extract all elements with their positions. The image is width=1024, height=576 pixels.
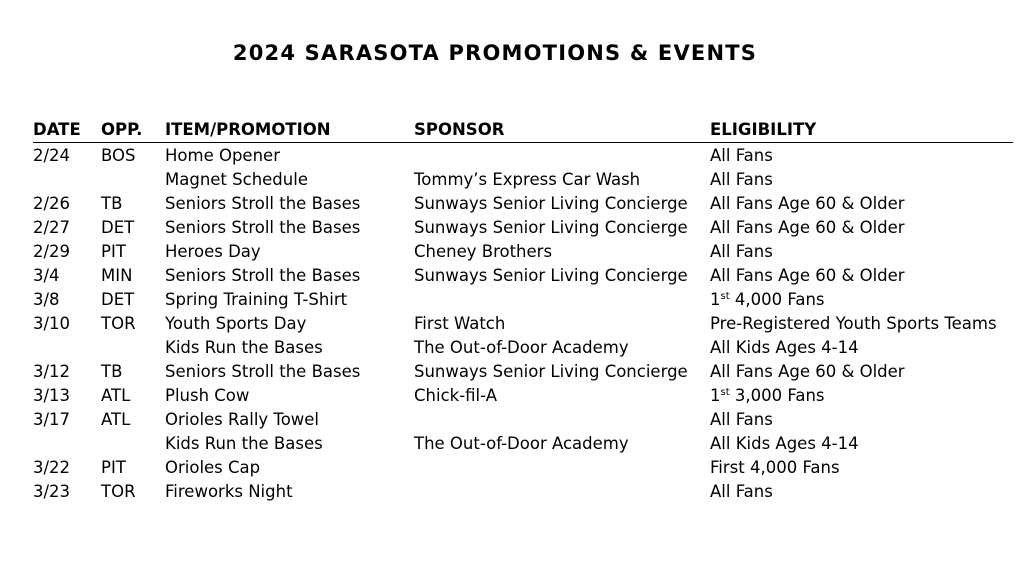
- cell-sponsor: The Out-of-Door Academy: [414, 338, 629, 357]
- cell-item-promotion: Seniors Stroll the Bases: [165, 266, 361, 285]
- cell-eligibility: First 4,000 Fans: [710, 458, 840, 477]
- cell-item-promotion: Orioles Cap: [165, 458, 261, 477]
- cell-date: 3/10: [33, 314, 71, 333]
- cell-item-promotion: Orioles Rally Towel: [165, 410, 320, 429]
- table-body: [33, 143, 1013, 503]
- cell-sponsor: Tommy’s Express Car Wash: [414, 170, 641, 189]
- table-row: [33, 335, 1013, 359]
- promotions-table: [33, 117, 1013, 503]
- eligibility-ordinal-number: 1: [710, 290, 721, 309]
- cell-date: 2/24: [33, 146, 71, 165]
- cell-date: 3/23: [33, 482, 71, 501]
- cell-eligibility: All Fans Age 60 & Older: [710, 362, 905, 381]
- table-row: [33, 167, 1013, 191]
- eligibility-ordinal-suffix: st: [720, 387, 730, 398]
- cell-opponent: DET: [101, 290, 135, 309]
- cell-opponent: DET: [101, 218, 135, 237]
- cell-date: 3/12: [33, 362, 71, 381]
- cell-sponsor: First Watch: [414, 314, 506, 333]
- cell-eligibility: All Fans: [710, 410, 773, 429]
- cell-sponsor: Sunways Senior Living Concierge: [414, 194, 688, 213]
- cell-sponsor: Sunways Senior Living Concierge: [414, 218, 688, 237]
- cell-sponsor: Sunways Senior Living Concierge: [414, 266, 688, 285]
- cell-date: 3/4: [33, 266, 60, 285]
- cell-eligibility: All Fans Age 60 & Older: [710, 218, 905, 237]
- cell-opponent: ATL: [101, 386, 131, 405]
- cell-item-promotion: Plush Cow: [165, 386, 250, 405]
- table-row: [33, 407, 1013, 431]
- cell-opponent: PIT: [101, 458, 126, 477]
- table-row: [33, 383, 1013, 407]
- cell-date: 2/26: [33, 194, 71, 213]
- cell-item-promotion: Kids Run the Bases: [165, 434, 323, 453]
- cell-date: 3/8: [33, 290, 60, 309]
- cell-item-promotion: Kids Run the Bases: [165, 338, 323, 357]
- cell-opponent: TOR: [101, 482, 136, 501]
- cell-date: 3/13: [33, 386, 71, 405]
- table-row: [33, 431, 1013, 455]
- eligibility-ordinal-number: 1: [710, 386, 721, 405]
- header-item-promotion: ITEM/PROMOTION: [165, 120, 331, 139]
- cell-eligibility: [710, 386, 825, 406]
- eligibility-ordinal-suffix: st: [720, 291, 730, 302]
- table-row: [33, 143, 1013, 167]
- table-row: [33, 215, 1013, 239]
- cell-item-promotion: Seniors Stroll the Bases: [165, 218, 361, 237]
- cell-item-promotion: Magnet Schedule: [165, 170, 308, 189]
- cell-eligibility: All Fans Age 60 & Older: [710, 194, 905, 213]
- cell-date: 2/27: [33, 218, 71, 237]
- table-row: [33, 455, 1013, 479]
- cell-item-promotion: Spring Training T-Shirt: [165, 290, 348, 309]
- cell-sponsor: The Out-of-Door Academy: [414, 434, 629, 453]
- cell-eligibility: All Fans: [710, 482, 773, 501]
- cell-opponent: TOR: [101, 314, 136, 333]
- cell-eligibility: All Fans Age 60 & Older: [710, 266, 905, 285]
- cell-sponsor: Sunways Senior Living Concierge: [414, 362, 688, 381]
- cell-eligibility: All Fans: [710, 146, 773, 165]
- cell-opponent: ATL: [101, 410, 131, 429]
- cell-item-promotion: Fireworks Night: [165, 482, 293, 501]
- cell-date: 3/17: [33, 410, 71, 429]
- table-row: [33, 479, 1013, 503]
- cell-opponent: BOS: [101, 146, 136, 165]
- page-title: 2024 SARASOTA PROMOTIONS & EVENTS: [232, 41, 758, 65]
- table-row: [33, 359, 1013, 383]
- eligibility-text: 3,000 Fans: [729, 386, 825, 405]
- header-opponent: OPP.: [101, 120, 143, 139]
- cell-eligibility: [710, 290, 825, 310]
- cell-sponsor: Cheney Brothers: [414, 242, 553, 261]
- cell-opponent: PIT: [101, 242, 126, 261]
- header-eligibility: ELIGIBILITY: [710, 120, 817, 139]
- cell-eligibility: All Fans: [710, 242, 773, 261]
- cell-date: 2/29: [33, 242, 71, 261]
- table-header: [33, 117, 1013, 143]
- cell-item-promotion: Home Opener: [165, 146, 280, 165]
- cell-eligibility: All Kids Ages 4-14: [710, 338, 859, 357]
- cell-opponent: MIN: [101, 266, 133, 285]
- header-sponsor: SPONSOR: [414, 120, 505, 139]
- cell-item-promotion: Seniors Stroll the Bases: [165, 362, 361, 381]
- cell-date: 3/22: [33, 458, 71, 477]
- header-date: DATE: [33, 120, 81, 139]
- cell-item-promotion: Seniors Stroll the Bases: [165, 194, 361, 213]
- table-row: [33, 311, 1013, 335]
- cell-eligibility: Pre-Registered Youth Sports Teams: [710, 314, 997, 333]
- cell-sponsor: Chick-fil-A: [414, 386, 497, 405]
- table-row: [33, 287, 1013, 311]
- cell-opponent: TB: [101, 362, 123, 381]
- cell-eligibility: All Fans: [710, 170, 773, 189]
- eligibility-text: 4,000 Fans: [729, 290, 825, 309]
- cell-item-promotion: Heroes Day: [165, 242, 261, 261]
- cell-eligibility: All Kids Ages 4-14: [710, 434, 859, 453]
- table-row: [33, 263, 1013, 287]
- cell-opponent: TB: [101, 194, 123, 213]
- cell-item-promotion: Youth Sports Day: [165, 314, 307, 333]
- table-row: [33, 191, 1013, 215]
- table-row: [33, 239, 1013, 263]
